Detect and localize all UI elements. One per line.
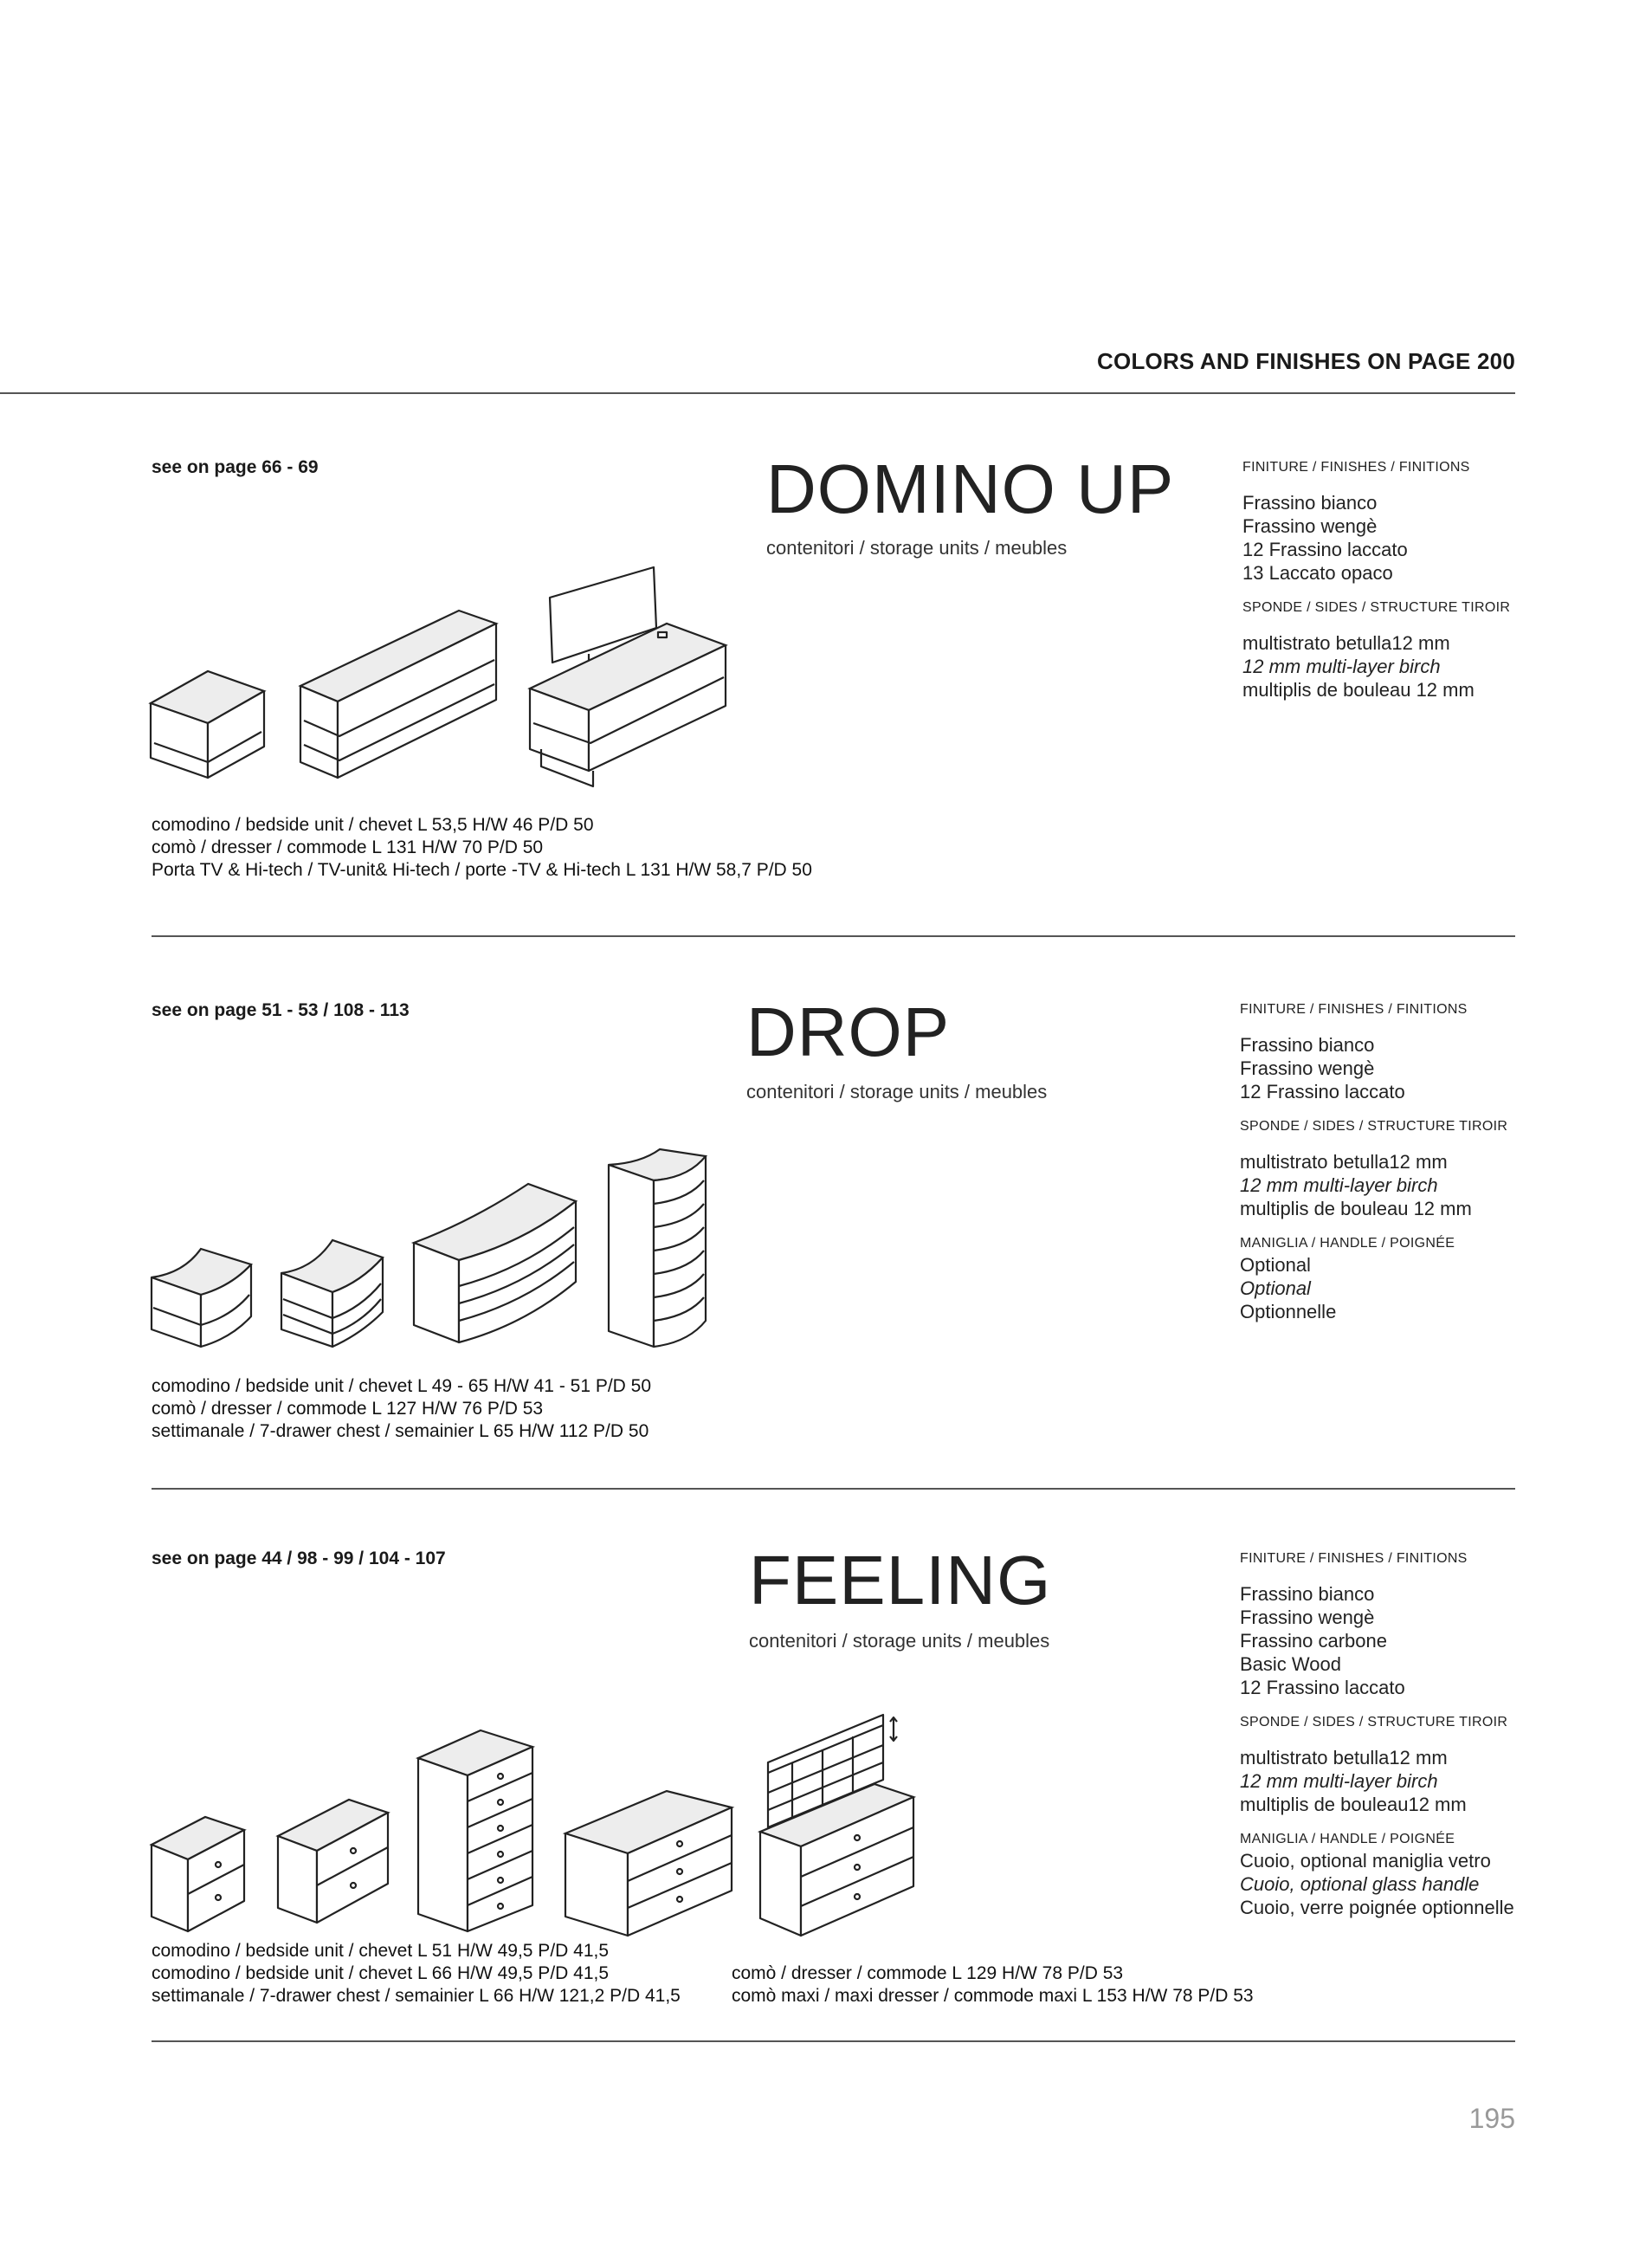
see-page-reference: see on page 66 - 69 xyxy=(152,457,319,477)
side-item: multiplis de bouleau12 mm xyxy=(1240,1794,1467,1815)
feeling-7-drawer-chest-drawing xyxy=(416,1728,537,1936)
header-title: COLORS AND FINISHES ON PAGE 200 xyxy=(1097,348,1515,374)
finish-item: 12 Frassino laccato xyxy=(1240,1081,1405,1102)
handle-item: Optional xyxy=(1240,1254,1311,1276)
header-divider xyxy=(0,392,1515,394)
description-line: settimanale / 7-drawer chest / semainier L 65 H/W 112 P/D 50 xyxy=(152,1421,649,1441)
product-description xyxy=(152,1375,651,1443)
feeling-bedside-small-drawing xyxy=(149,1814,248,1936)
product-title: FEELING xyxy=(749,1542,1052,1619)
description-line: settimanale / 7-drawer chest / semainier L 66 H/W 121,2 P/D 41,5 xyxy=(152,1986,681,2006)
finish-item: Frassino bianco xyxy=(1242,492,1378,514)
domino-dresser-drawing xyxy=(299,606,498,779)
drop-dresser-drawing xyxy=(411,1182,580,1347)
side-item: multistrato betulla12 mm xyxy=(1240,1151,1448,1173)
domino-tv-unit-drawing xyxy=(528,563,736,788)
side-item: multiplis de bouleau 12 mm xyxy=(1242,679,1475,701)
description-line: comò maxi / maxi dresser / commode maxi L 153 H/W 78 P/D 53 xyxy=(732,1986,1254,2006)
finish-item: Frassino carbone xyxy=(1240,1630,1387,1652)
sides-list xyxy=(1240,1150,1507,1220)
description-line: Porta TV & Hi-tech / TV-unit& Hi-tech / porte -TV & Hi-tech L 131 H/W 58,7 P/D 50 xyxy=(152,860,812,880)
page-number: 195 xyxy=(1468,2103,1515,2134)
handle-heading: MANIGLIA / HANDLE / POIGNÉE xyxy=(1240,1236,1455,1251)
finish-item: Frassino wengè xyxy=(1240,1607,1375,1628)
finishes-heading: FINITURE / FINISHES / FINITIONS xyxy=(1240,1551,1468,1566)
section-divider xyxy=(152,1488,1515,1490)
finish-item: 12 Frassino laccato xyxy=(1242,539,1408,560)
finish-item: Frassino bianco xyxy=(1240,1034,1375,1056)
side-item: multistrato betulla12 mm xyxy=(1240,1747,1448,1768)
drop-bedside-small-drawing xyxy=(149,1247,257,1351)
description-line: comò / dresser / commode L 131 H/W 70 P/D 50 xyxy=(152,837,544,857)
finishes-panel xyxy=(1240,1551,1514,1919)
description-line: comodino / bedside unit / chevet L 51 H/W 49,5 P/D 41,5 xyxy=(152,1941,610,1961)
finishes-list xyxy=(1242,491,1510,585)
see-page-reference: see on page 51 - 53 / 108 - 113 xyxy=(152,1000,410,1020)
finishes-list xyxy=(1240,1582,1514,1699)
description-line: comodino / bedside unit / chevet L 66 H/W 49,5 P/D 41,5 xyxy=(152,1963,610,1983)
side-item: multiplis de bouleau 12 mm xyxy=(1240,1198,1472,1219)
finishes-heading: FINITURE / FINISHES / FINITIONS xyxy=(1240,1002,1468,1017)
sides-heading: SPONDE / SIDES / STRUCTURE TIROIR xyxy=(1242,600,1511,615)
product-title: DOMINO UP xyxy=(766,450,1175,527)
product-title: DROP xyxy=(746,993,951,1070)
handle-item: Cuoio, optional glass handle xyxy=(1240,1873,1480,1895)
finishes-list xyxy=(1240,1033,1507,1103)
sides-list xyxy=(1242,631,1510,702)
product-description-secondary xyxy=(732,1962,1254,2008)
feeling-dresser-drawing xyxy=(563,1788,736,1940)
description-line: comò / dresser / commode L 127 H/W 76 P/D 53 xyxy=(152,1399,544,1419)
side-item: 12 mm multi-layer birch xyxy=(1240,1770,1438,1792)
handle-list xyxy=(1240,1253,1507,1323)
sides-heading: SPONDE / SIDES / STRUCTURE TIROIR xyxy=(1240,1119,1508,1134)
product-subtitle: contenitori / storage units / meubles xyxy=(749,1630,1050,1652)
description-line: comodino / bedside unit / chevet L 49 - 65 H/W 41 - 51 P/D 50 xyxy=(152,1376,652,1396)
side-item: multistrato betulla12 mm xyxy=(1242,632,1450,654)
handle-item: Cuoio, optional maniglia vetro xyxy=(1240,1850,1491,1872)
finish-item: Frassino wengè xyxy=(1242,515,1378,537)
section-divider xyxy=(152,935,1515,937)
finishes-heading: FINITURE / FINISHES / FINITIONS xyxy=(1242,460,1470,475)
section-divider xyxy=(152,2040,1515,2042)
description-line: comodino / bedside unit / chevet L 53,5 H/W 46 P/D 50 xyxy=(152,815,594,835)
handle-item: Optionnelle xyxy=(1240,1301,1337,1322)
handle-heading: MANIGLIA / HANDLE / POIGNÉE xyxy=(1240,1832,1455,1846)
product-description xyxy=(152,1940,681,2008)
handle-list xyxy=(1240,1849,1514,1919)
finish-item: 12 Frassino laccato xyxy=(1240,1677,1405,1698)
sides-list xyxy=(1240,1746,1514,1816)
finishes-panel xyxy=(1242,460,1510,702)
side-item: 12 mm multi-layer birch xyxy=(1242,656,1441,677)
handle-item: Cuoio, verre poignée optionnelle xyxy=(1240,1897,1514,1918)
drop-bedside-large-drawing xyxy=(279,1238,387,1351)
domino-bedside-unit-drawing xyxy=(147,667,268,788)
finish-item: Frassino wengè xyxy=(1240,1057,1375,1079)
description-line: comò / dresser / commode L 129 H/W 78 P/D 53 xyxy=(732,1963,1124,1983)
finish-item: 13 Laccato opaco xyxy=(1242,562,1393,584)
feeling-bedside-large-drawing xyxy=(275,1797,392,1927)
product-subtitle: contenitori / storage units / meubles xyxy=(746,1081,1048,1102)
sides-heading: SPONDE / SIDES / STRUCTURE TIROIR xyxy=(1240,1715,1508,1730)
side-item: 12 mm multi-layer birch xyxy=(1240,1174,1438,1196)
product-description xyxy=(152,814,812,882)
finishes-panel xyxy=(1240,1002,1507,1323)
handle-item: Optional xyxy=(1240,1277,1311,1299)
drop-7-drawer-chest-drawing xyxy=(606,1148,710,1351)
finish-item: Frassino bianco xyxy=(1240,1583,1375,1605)
finish-item: Basic Wood xyxy=(1240,1653,1341,1675)
feeling-maxi-dresser-drawing xyxy=(758,1710,918,1940)
product-subtitle: contenitori / storage units / meubles xyxy=(766,537,1068,559)
see-page-reference: see on page 44 / 98 - 99 / 104 - 107 xyxy=(152,1548,446,1568)
